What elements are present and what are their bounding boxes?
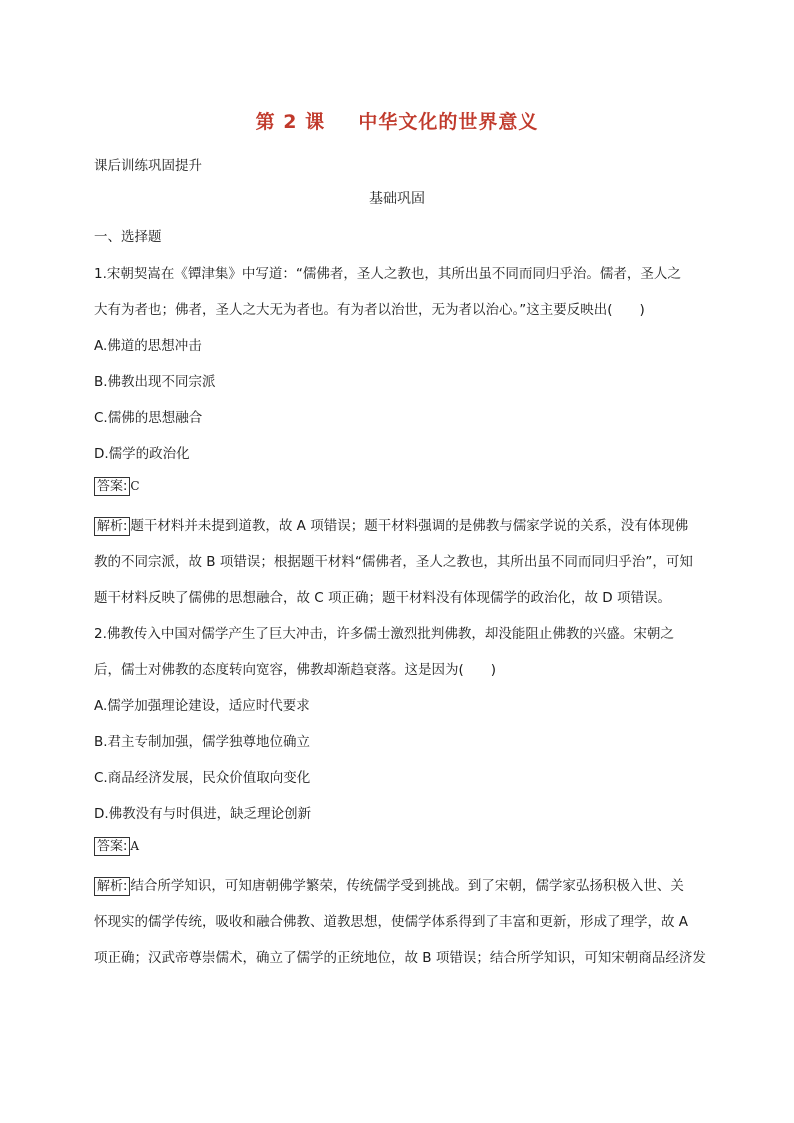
question-1-line-2: 大有为者也；佛者，圣人之大无为者也。有为者以治世，无为者以治心。”这主要反映出( )	[94, 302, 645, 318]
question-1-line-1: 1.宋朝契嵩在《镡津集》中写道：“儒佛者，圣人之教也，其所出虽不同而同归乎治。儒者，圣人之	[94, 266, 681, 282]
subtitle: 课后训练巩固提升	[94, 158, 202, 174]
question-2-line-2: 后，儒士对佛教的态度转向宽容，佛教却渐趋衰落。这是因为( )	[94, 662, 497, 678]
question-2-answer	[94, 837, 139, 856]
page-title: 第 2 课 中华文化的世界意义	[255, 111, 539, 133]
answer-label: 答案:	[94, 477, 130, 496]
section-heading: 基础巩固	[369, 191, 425, 207]
question-1-option-a: A.佛道的思想冲击	[94, 338, 202, 354]
question-1-analysis-line-2: 教的不同宗派，故 B 项错误；根据题干材料“儒佛者，圣人之教也，其所出虽不同而同归乎治”，可知	[94, 554, 693, 570]
answer-label: 答案:	[94, 837, 130, 856]
question-1-number: 1.	[94, 266, 107, 282]
answer-value: A	[130, 839, 140, 853]
question-2-analysis-line-1: 解析: 结合所学知识，可知唐朝佛学繁荣，传统儒学受到挑战。到了宋朝，儒学家弘扬积极入世、关	[94, 874, 684, 896]
question-2-analysis-line-2: 怀现实的儒学传统，吸收和融合佛教、道教思想，使儒学体系得到了丰富和更新，形成了理学，故 A	[94, 914, 689, 930]
answer-value: C	[130, 479, 140, 493]
question-1-option-c: C.儒佛的思想融合	[94, 410, 203, 426]
question-2-option-b: B.君主专制加强，儒学独尊地位确立	[94, 734, 311, 750]
question-2-line-1: 2.佛教传入中国对儒学产生了巨大冲击，许多儒士激烈批判佛教，却没能阻止佛教的兴盛。宋朝之	[94, 626, 674, 642]
question-2-option-a: A.儒学加强理论建设，适应时代要求	[94, 698, 310, 714]
question-2-number: 2.	[94, 626, 107, 642]
part-heading: 一、选择题	[94, 229, 162, 245]
question-1-analysis-line-3: 题干材料反映了儒佛的思想融合，故 C 项正确；题干材料没有体现儒学的政治化，故 D 项错误。	[94, 590, 671, 606]
question-1-answer	[94, 477, 140, 496]
question-2-option-c: C.商品经济发展，民众价值取向变化	[94, 770, 311, 786]
question-1-analysis-line-1: 解析: 题干材料并未提到道教，故 A 项错误；题干材料强调的是佛教与儒家学说的关系，没有体现佛	[94, 514, 688, 536]
question-2-option-d: D.佛教没有与时俱进，缺乏理论创新	[94, 806, 312, 822]
analysis-label: 解析:	[94, 877, 130, 896]
question-1-option-b: B.佛教出现不同宗派	[94, 374, 216, 390]
question-1-option-d: D.儒学的政治化	[94, 446, 190, 462]
question-2-analysis-line-3: 项正确；汉武帝尊崇儒术，确立了儒学的正统地位，故 B 项错误；结合所学知识，可知宋朝商品经济发	[94, 950, 706, 966]
analysis-label: 解析:	[94, 517, 130, 536]
